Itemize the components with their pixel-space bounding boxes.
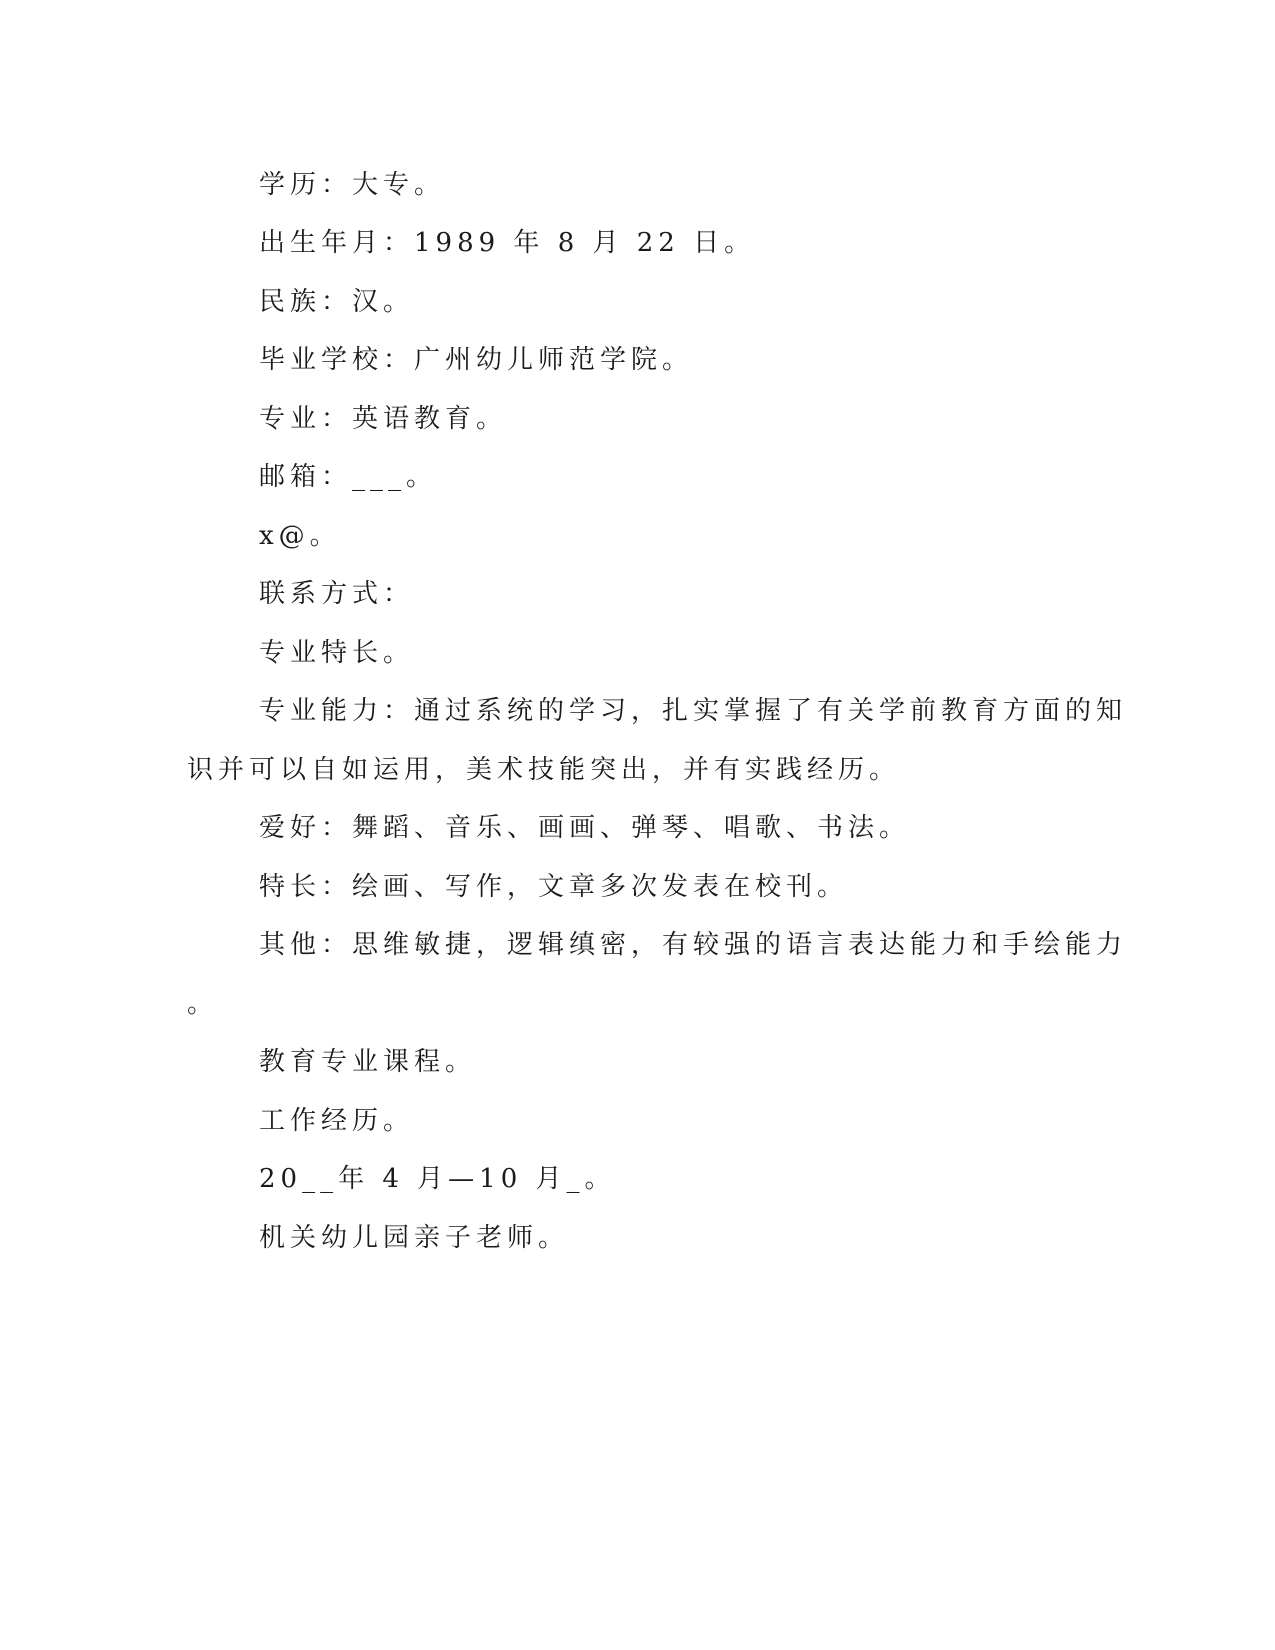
contact-line: 联系方式： bbox=[259, 579, 415, 609]
email-address-line: x@。 bbox=[259, 521, 341, 551]
courses-heading: 教育专业课程。 bbox=[259, 1047, 477, 1077]
work-position-line: 机关幼儿园亲子老师。 bbox=[259, 1223, 570, 1253]
ability-line-1: 专业能力：通过系统的学习，扎实掌握了有关学前教育方面的知 bbox=[259, 696, 1128, 726]
talents-line: 特长：绘画、写作，文章多次发表在校刊。 bbox=[259, 872, 849, 902]
education-line: 学历：大专。 bbox=[259, 170, 446, 200]
specialty-heading: 专业特长。 bbox=[259, 638, 415, 668]
work-period-line: 20__年 4 月—10 月_。 bbox=[259, 1164, 616, 1194]
ability-line-2: 识并可以自如运用，美术技能突出，并有实践经历。 bbox=[187, 755, 901, 785]
major-line: 专业：英语教育。 bbox=[259, 404, 508, 434]
school-line: 毕业学校：广州幼儿师范学院。 bbox=[259, 345, 694, 375]
hobbies-line: 爱好：舞蹈、音乐、画画、弹琴、唱歌、书法。 bbox=[259, 813, 911, 843]
birth-date-line: 出生年月：1989 年 8 月 22 日。 bbox=[259, 228, 756, 258]
other-line-1: 其他：思维敏捷，逻辑缜密，有较强的语言表达能力和手绘能力 bbox=[259, 930, 1128, 960]
work-experience-heading: 工作经历。 bbox=[259, 1106, 415, 1136]
other-line-2: 。 bbox=[187, 989, 219, 1019]
email-line: 邮箱：___。 bbox=[259, 462, 438, 492]
ethnicity-line: 民族：汉。 bbox=[259, 287, 415, 317]
